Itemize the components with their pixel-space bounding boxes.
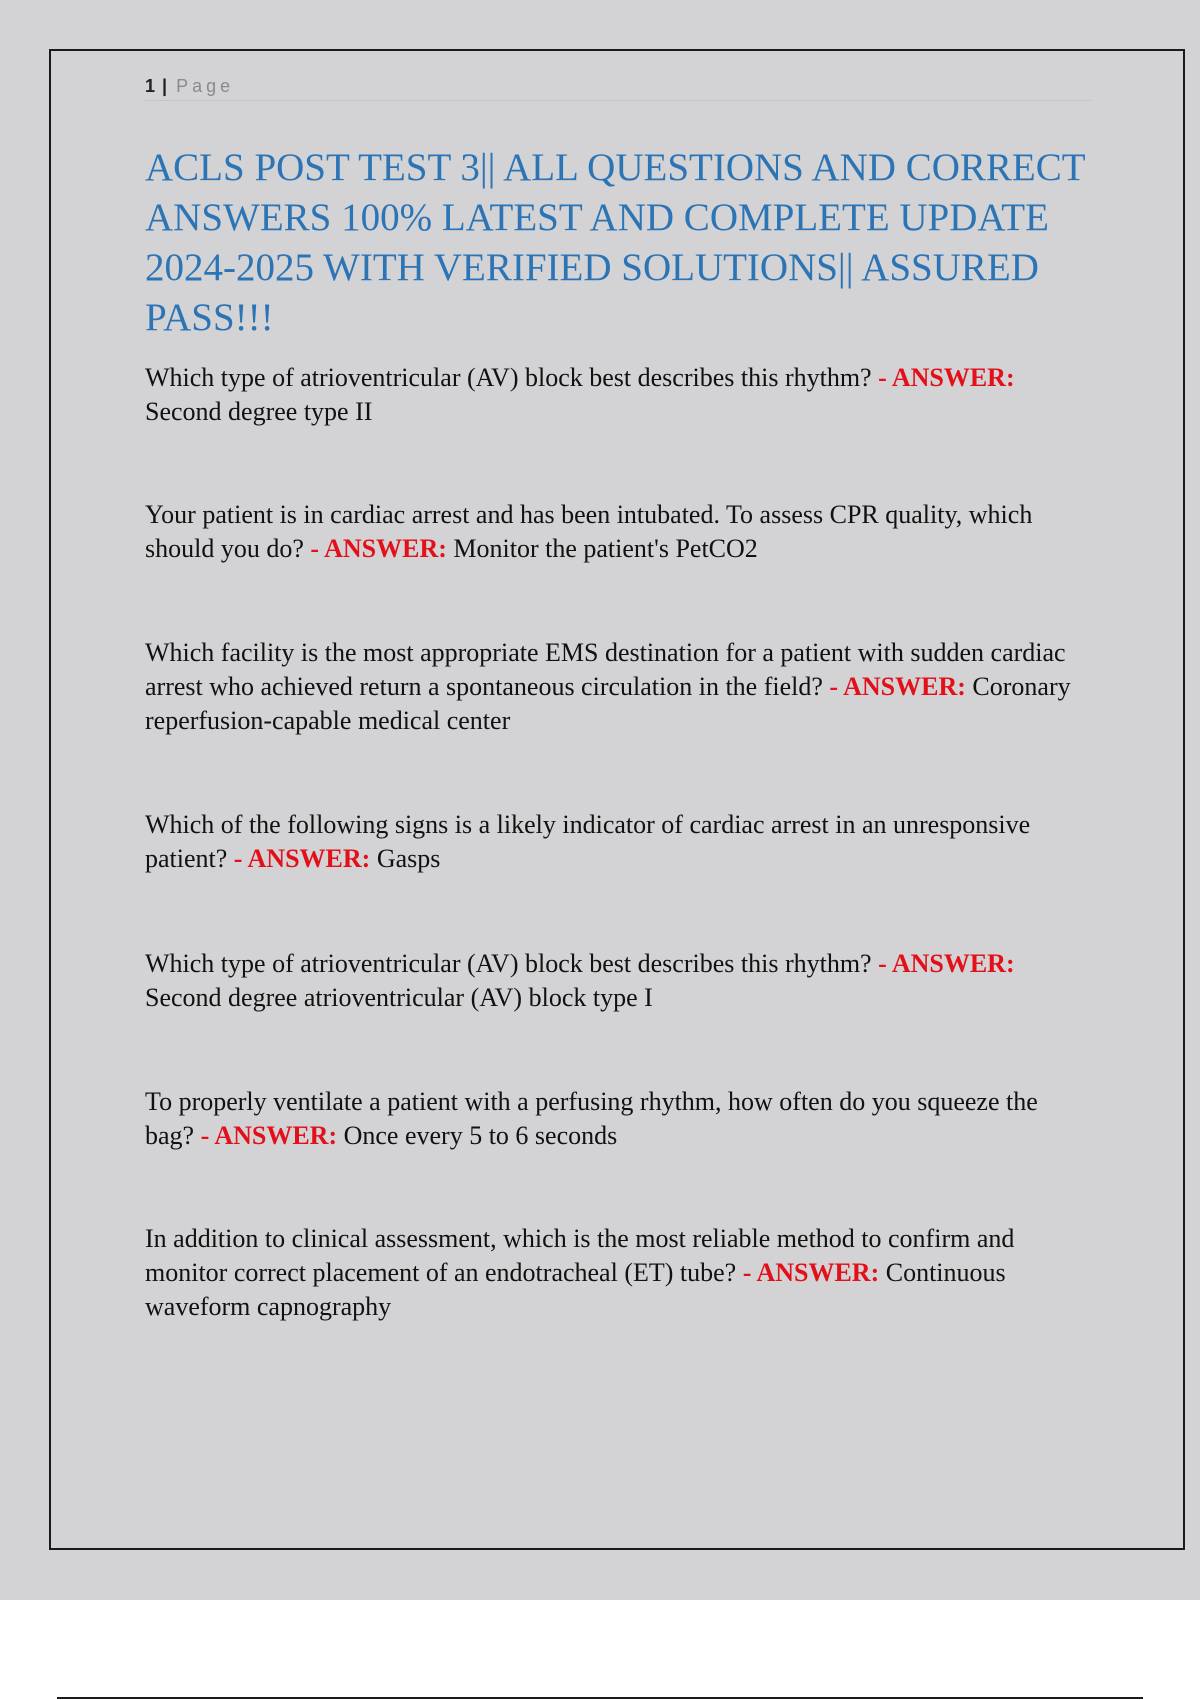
qa-item-3 <box>145 636 1090 738</box>
question-text: To properly ventilate a patient with a perfusing rhythm, how often do you squeeze the bag? <box>145 1087 1038 1150</box>
page-separator: | <box>162 76 168 96</box>
qa-item-2 <box>145 498 1090 566</box>
answer-label: - ANSWER: <box>742 1258 880 1287</box>
answer-label: - ANSWER: <box>310 534 447 563</box>
answer-label: - ANSWER: <box>829 672 966 701</box>
answer-label: - ANSWER: <box>878 949 1015 978</box>
qa-item-6 <box>145 1085 1090 1153</box>
page-label: Page <box>176 76 235 96</box>
qa-item-4 <box>145 808 1090 876</box>
document-title: ACLS POST TEST 3|| ALL QUESTIONS AND CORRECT ANSWERS 100% LATEST AND COMPLETE UPDATE 2024-2025 WITH VERIFIED SOLUTIONS|| ASSURED PASS!!! <box>145 146 1085 339</box>
question-text: Which of the following signs is a likely indicator of cardiac arrest in an unresponsive patient? <box>145 810 1031 873</box>
question-text: Which type of atrioventricular (AV) block best describes this rhythm? <box>145 949 872 978</box>
page-header <box>145 74 1091 101</box>
answer-label: - ANSWER: <box>878 363 1015 392</box>
question-text: Which type of atrioventricular (AV) block best describes this rhythm? <box>145 363 872 392</box>
answer-label: - ANSWER: <box>200 1121 338 1150</box>
answer-label: - ANSWER: <box>233 844 371 873</box>
question-text: In addition to clinical assessment, which is the most reliable method to confirm and monitor correct placement of an endotracheal (ET) tube? <box>145 1224 1015 1287</box>
qa-item-7 <box>145 1222 1090 1324</box>
answer-text: Coronary reperfusion-capable medical center <box>145 672 1071 735</box>
answer-text: Second degree type II <box>145 397 373 426</box>
qa-item-1 <box>145 361 1090 429</box>
answer-text: Second degree atrioventricular (AV) block type I <box>145 983 653 1012</box>
bottom-divider <box>57 1697 1143 1699</box>
answer-text: Continuous waveform capnography <box>145 1258 1006 1321</box>
answer-text: Once every 5 to 6 seconds <box>343 1121 618 1150</box>
question-text: Which facility is the most appropriate EMS destination for a patient with sudden cardiac arrest who achieved return a spontaneous circulation in the field? <box>145 638 1066 701</box>
page-number: 1 <box>145 76 156 96</box>
answer-text: Monitor the patient's PetCO2 <box>453 534 758 563</box>
qa-item-5 <box>145 947 1090 1015</box>
answer-text: Gasps <box>376 844 441 873</box>
question-text: Your patient is in cardiac arrest and has been intubated. To assess CPR quality, which should you do? <box>145 500 1033 563</box>
